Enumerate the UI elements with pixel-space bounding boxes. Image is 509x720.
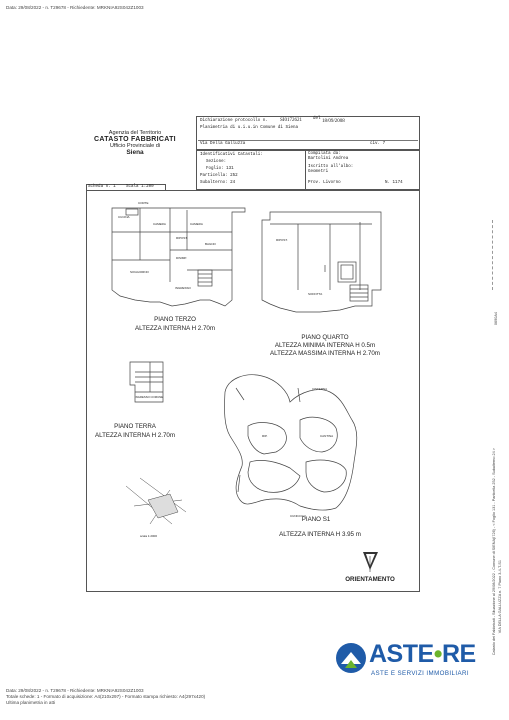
house-logo-icon — [335, 642, 367, 674]
room-ingresso-comune: INGRESSO COMUNE — [135, 395, 163, 399]
side-dashed-line — [492, 220, 493, 290]
room-soggiorno: SOGGIORNO — [130, 270, 149, 274]
iscritto-label: Iscritto all'albo: — [308, 165, 354, 169]
compilata-label: Compilata da: — [308, 152, 341, 156]
aste-re-logo — [335, 640, 485, 685]
site-map — [126, 478, 186, 524]
del-value: 18/09/2008 — [322, 119, 345, 124]
room-ingresso: INGRESSO — [175, 286, 191, 290]
terra-title: PIANO TERRA — [114, 423, 156, 430]
quarto-height-max: ALTEZZA MASSIMA INTERNA H 2.70m — [270, 350, 380, 357]
albo-number: N. 1174 — [385, 181, 403, 185]
room-ripost-quarto: RIPOST. — [276, 238, 288, 242]
agency-line4: Siena — [126, 149, 144, 156]
civic-number: civ. 7 — [370, 142, 386, 146]
planimetria-text: Planimetria di u.i.u.in Comune di Siena — [200, 126, 299, 130]
logo-tagline: ASTE E SERVIZI IMMOBILIARI — [371, 670, 469, 677]
orientation-label: ORIENTAMENTO — [345, 576, 395, 583]
plan-quarto — [262, 212, 381, 312]
terzo-title: PIANO TERZO — [154, 316, 196, 323]
room-camera: CAMERA — [153, 222, 166, 226]
dich-label: Dichiarazione protocollo n. — [200, 119, 268, 123]
dich-value: SI0172621 — [280, 118, 302, 123]
map-scale: scala 1:2000 — [140, 534, 158, 538]
room-camera-2: CAMERA — [190, 222, 203, 226]
provincia: Prov. Livorno — [308, 181, 341, 185]
albo: Geometri — [308, 170, 329, 174]
header-note: Data: 29/08/2022 - n. T29678 - Richiedente: MRKNIA92S042Z1003 — [6, 5, 144, 10]
room-corte: CORTE — [138, 201, 149, 205]
plan-s1 — [225, 375, 357, 510]
address: Via Della Galluzza — [200, 142, 246, 146]
brand-aste: ASTE — [369, 640, 434, 668]
s1-title: PIANO S1 — [301, 516, 331, 523]
particella: Particella: 252 — [200, 174, 238, 178]
room-soffitta: SOFFITTA — [308, 292, 323, 296]
room-disimp: DISIMP. — [176, 256, 187, 260]
agency-line2: CATASTO FABBRICATI — [94, 136, 176, 143]
scala: Scala 1:200 — [126, 185, 154, 189]
sezione: Sezione: — [206, 160, 227, 164]
side-situation: Catasto dei Fabbricati - Situazione al 29/08/2022 - Comune di SIENA(I726) - < Foglio 131 - Particella 252 - Subalterno 24 > — [492, 448, 496, 656]
footer-line2: Totale schede: 1 - Formato di acquisizione: A4(210x297) - Formato stampa richiesto: A4(297x420) — [6, 694, 206, 699]
room-cunicolo: CUNICOLO — [290, 514, 306, 518]
room-cisterna: CISTERNA — [312, 387, 328, 391]
del-label: del — [313, 117, 321, 121]
ident-title: Identificativi Catastali: — [200, 153, 263, 157]
footer-line1: Data: 29/08/2022 - n. T29678 - Richiedente: MRKNIA92S042Z1003 — [6, 688, 144, 693]
side-mark: 0690A4 — [494, 312, 498, 326]
brand-re: RE — [441, 640, 476, 668]
footer-line3: Ultima planimetria in atti — [6, 700, 56, 705]
terzo-height: ALTEZZA INTERNA H 2.70m — [135, 325, 215, 332]
brand-dot: • — [433, 640, 442, 668]
agency-line1: Agenzia del Territorio — [108, 130, 162, 136]
room-cucina: CUCINA — [118, 215, 130, 219]
scheda: Scheda n. 1 — [88, 185, 116, 189]
subalterno: Subalterno: 24 — [200, 181, 236, 185]
room-ripost: RIPOST. — [176, 236, 188, 240]
compilatore: Bartolini Andrea — [308, 157, 349, 161]
room-cantina: CANTINA — [320, 434, 334, 438]
agency-line3: Ufficio Provinciale di — [109, 143, 161, 149]
room-rip: RIP. — [262, 434, 268, 438]
quarto-height-min: ALTEZZA MINIMA INTERNA H 0.5m — [274, 342, 376, 349]
room-bagno: BAGNO — [205, 242, 216, 246]
side-address: VIA DELLA GALLUZZA n. 7 Piano 3-4-T-S1 — [498, 560, 502, 634]
s1-height: ALTEZZA INTERNA H 3.95 m — [279, 531, 361, 538]
foglio: Foglio: 131 — [206, 167, 234, 171]
orientation-arrow — [363, 552, 378, 572]
terra-height: ALTEZZA INTERNA H 2.70m — [95, 432, 175, 439]
quarto-title: PIANO QUARTO — [301, 334, 349, 341]
